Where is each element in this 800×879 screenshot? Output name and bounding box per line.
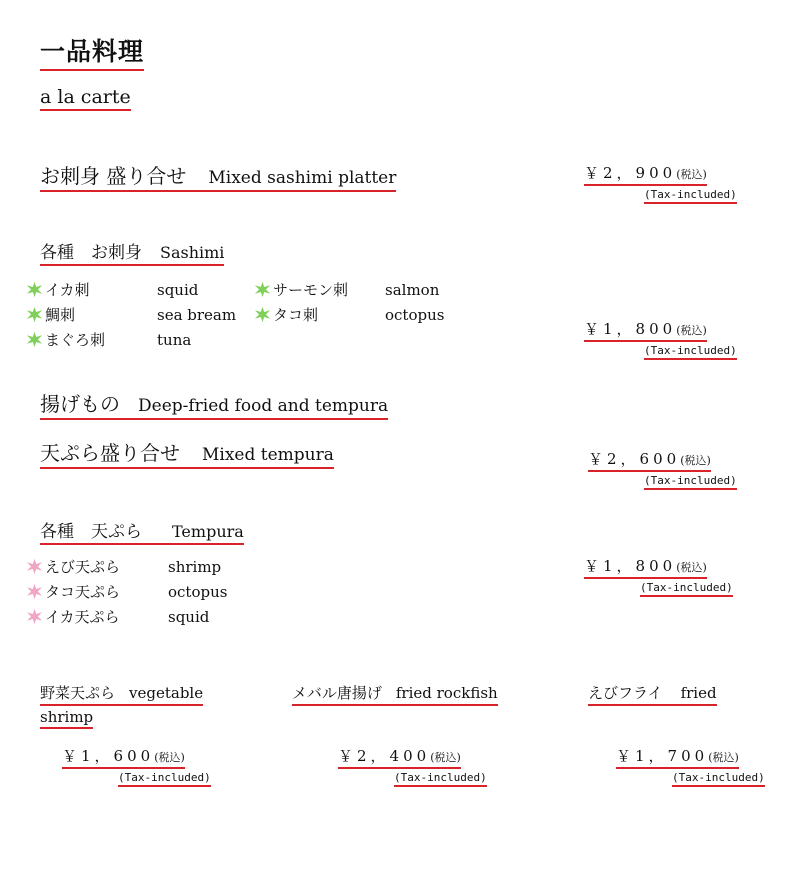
fried-heading: 揚げもの Deep-fried food and tempura [40,388,388,420]
page-subtitle: a la carte [40,86,131,111]
list-item: えび天ぷら shrimp [26,555,227,580]
tempura-heading: 各種 天ぷら Tempura [40,517,244,545]
tempura-platter-price: ￥2，600(税込) [588,448,711,472]
sashimi-list-col2 [254,278,444,328]
list-item: まぐろ刺 tuna [26,328,236,353]
sashimi-heading: 各種 お刺身 Sashimi [40,238,224,266]
sashimi-platter-price: ￥2，900(税込) [584,162,707,186]
pink-leaf-icon [26,558,43,575]
tempura-platter-tax-note: (Tax-included) [644,474,737,490]
green-leaf-icon [26,331,43,348]
list-item: イカ天ぷら squid [26,605,227,630]
tempura-tax-note: (Tax-included) [640,581,733,597]
rockfish-tax-note: (Tax-included) [394,771,487,787]
green-leaf-icon [26,306,43,323]
pink-leaf-icon [26,583,43,600]
page-title: 一品料理 [40,32,144,71]
rockfish-price: ￥2，400(税込) [338,745,461,769]
list-item: 鯛刺 sea bream [26,303,236,328]
tempura-platter-title: 天ぷら盛り合せ Mixed tempura [40,437,334,469]
green-leaf-icon [254,306,271,323]
pink-leaf-icon [26,608,43,625]
sashimi-tax-note: (Tax-included) [644,344,737,360]
fried-shrimp-price: ￥1，700(税込) [616,745,739,769]
green-leaf-icon [254,281,271,298]
list-item: タコ刺 octopus [254,303,444,328]
list-item: イカ刺 squid [26,278,236,303]
fried-shrimp-title: えびフライ fried [588,682,717,706]
rockfish-title: メバル唐揚げ fried rockfish [292,682,498,706]
vegetable-shrimp-title-cont: shrimp [40,708,93,729]
vegetable-shrimp-title: 野菜天ぷら vegetable [40,682,203,706]
tempura-price: ￥1，800(税込) [584,555,707,579]
vegetable-shrimp-tax-note: (Tax-included) [118,771,211,787]
list-item: タコ天ぷら octopus [26,580,227,605]
list-item: サーモン刺 salmon [254,278,444,303]
fried-shrimp-tax-note: (Tax-included) [672,771,765,787]
sashimi-platter-tax-note: (Tax-included) [644,188,737,204]
sashimi-platter-title: お刺身 盛り合せ Mixed sashimi platter [40,160,396,192]
sashimi-price: ￥1，800(税込) [584,318,707,342]
vegetable-shrimp-price: ￥1，600(税込) [62,745,185,769]
green-leaf-icon [26,281,43,298]
tempura-list [26,555,227,630]
sashimi-list-col1 [26,278,236,353]
